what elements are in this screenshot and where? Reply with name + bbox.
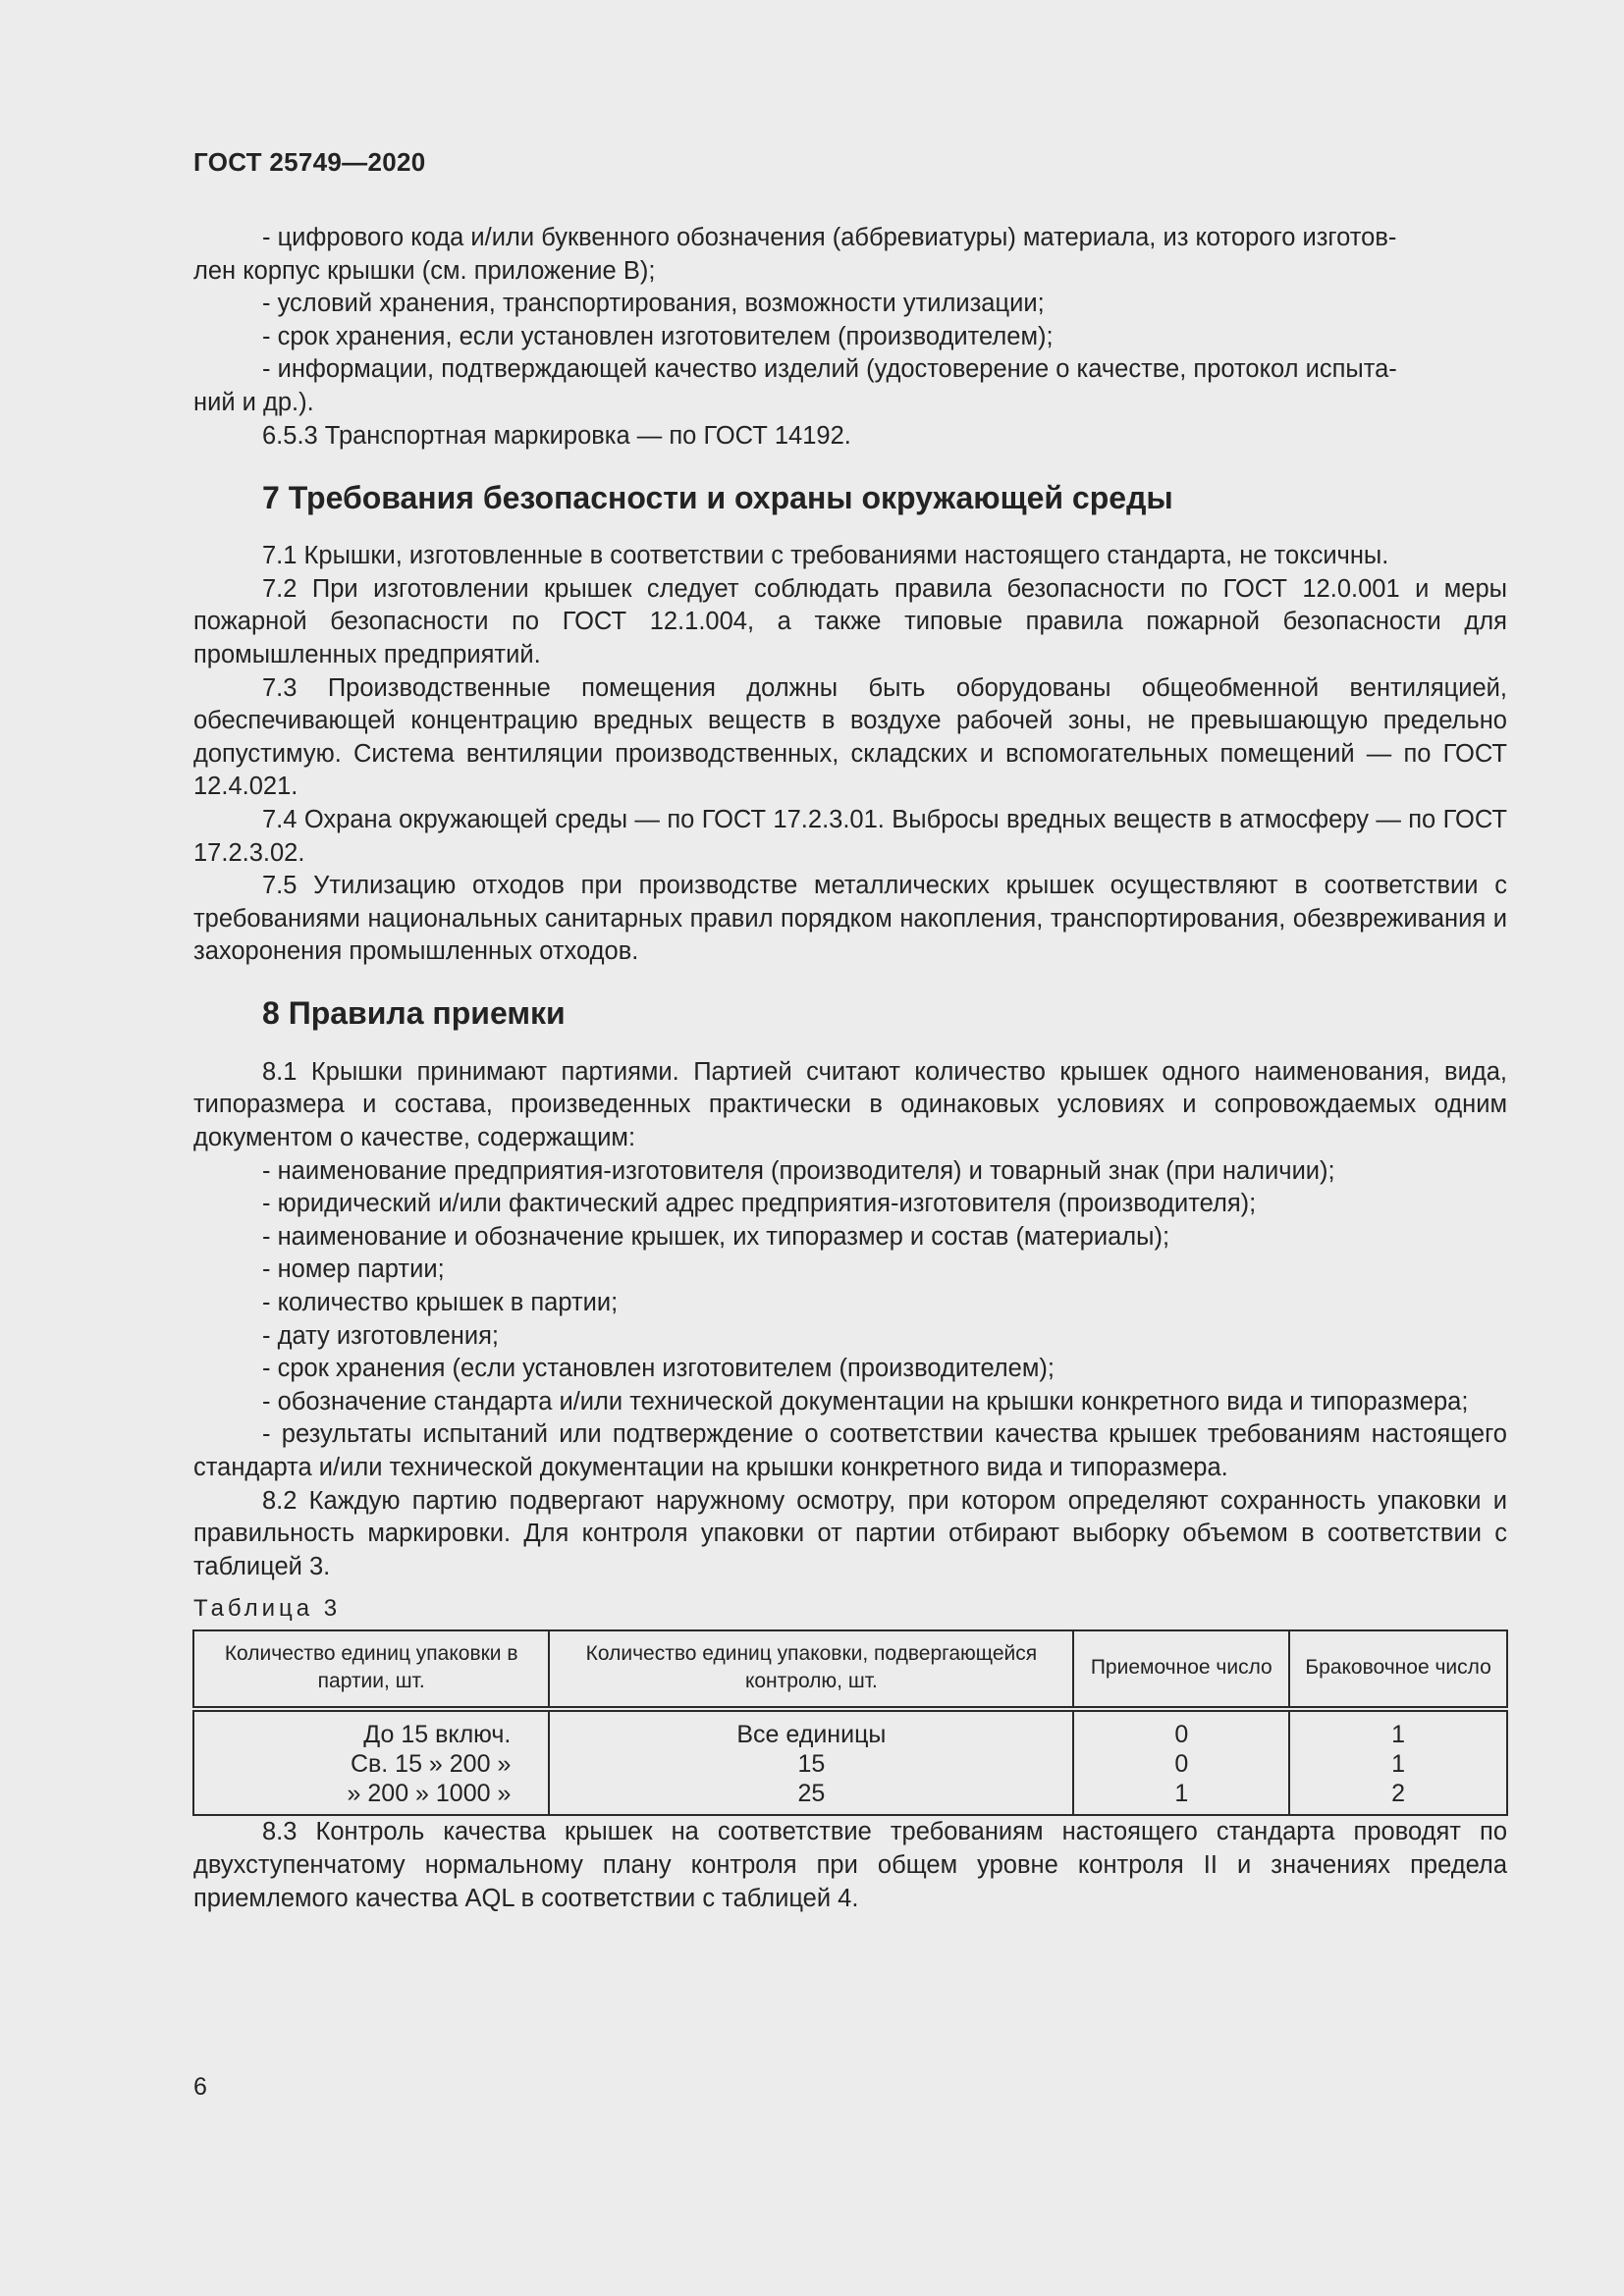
table-cell: 15 bbox=[549, 1749, 1073, 1779]
paragraph-6-5-3: 6.5.3 Транспортная маркировка — по ГОСТ 14192. bbox=[262, 421, 851, 450]
table-cell: Все единицы bbox=[549, 1709, 1073, 1749]
section-7-heading: 7 Требования безопасности и охраны окружающей среды bbox=[262, 480, 1173, 516]
list-item: - количество крышек в партии; bbox=[262, 1289, 619, 1317]
section-8-heading: 8 Правила приемки bbox=[262, 994, 566, 1031]
list-item: - результаты испытаний или подтверждение о соответствии качества крышек требованиям настоящего стандарта и/или технической документации на крышки конкретного вида и типоразмера. bbox=[193, 1420, 1507, 1481]
table-row bbox=[193, 1779, 1507, 1815]
paragraph-7-1: 7.1 Крышки, изготовленные в соответствии с требованиями настоящего стандарта, не токсичны. bbox=[262, 542, 1389, 570]
document-body bbox=[193, 222, 1507, 1915]
table-cell: 1 bbox=[1289, 1749, 1507, 1779]
table-cell: До 15 включ. bbox=[193, 1709, 549, 1749]
list-item: - срок хранения (если установлен изготовителем (производителем); bbox=[262, 1355, 1055, 1383]
list-item: - наименование предприятия-изготовителя (производителя) и товарный знак (при наличии); bbox=[262, 1156, 1335, 1185]
table-row bbox=[193, 1749, 1507, 1779]
list-item-storage-conditions: - условий хранения, транспортирования, возможности утилизации; bbox=[262, 290, 1045, 318]
table-cell: 25 bbox=[549, 1779, 1073, 1815]
list-item-continuation: лен корпус крышки (см. приложение В); bbox=[193, 256, 656, 285]
list-item-material-code bbox=[193, 222, 1507, 255]
column-header-acceptance-number: Приемочное число bbox=[1073, 1630, 1289, 1709]
paragraph-7-4: 7.4 Охрана окружающей среды — по ГОСТ 17.2.3.01. Выбросы вредных веществ в атмосферу — по ГОСТ 17.2.3.02. bbox=[193, 805, 1507, 867]
paragraph-8-3: 8.3 Контроль качества крышек на соответствие требованиям настоящего стандарта проводят по двухступенчатому нормальному плану контроля при общем уровне контроля II и значениях предела приемлемого качества AQL в соответствии с таблицей 4. bbox=[193, 1818, 1507, 1912]
table-header-row bbox=[193, 1630, 1507, 1709]
list-item-quality-info bbox=[193, 353, 1507, 387]
table-cell: » 200 » 1000 » bbox=[193, 1779, 549, 1815]
table-cell: 2 bbox=[1289, 1779, 1507, 1815]
column-header-rejection-number: Браковочное число bbox=[1289, 1630, 1507, 1709]
column-header-lot-size: Количество единиц упаковки в партии, шт. bbox=[193, 1630, 549, 1709]
table-cell: 1 bbox=[1073, 1779, 1289, 1815]
column-header-sample-size: Количество единиц упаковки, подвергающейся контролю, шт. bbox=[549, 1630, 1073, 1709]
paragraph-8-2: 8.2 Каждую партию подвергают наружному осмотру, при котором определяют сохранность упаковки и правильность маркировки. Для контроля упаковки от партии отбирают выборку объемом в соответствии с таблицей 3. bbox=[193, 1486, 1507, 1580]
list-item-shelf-life: - срок хранения, если установлен изготовителем (производителем); bbox=[262, 322, 1054, 350]
document-code-header: ГОСТ 25749—2020 bbox=[193, 147, 426, 177]
list-item-continuation: ний и др.). bbox=[193, 388, 314, 416]
list-item: - номер партии; bbox=[262, 1255, 445, 1284]
list-item: - обозначение стандарта и/или технической документации на крышки конкретного вида и типоразмера; bbox=[262, 1387, 1469, 1415]
table-row bbox=[193, 1709, 1507, 1749]
page-number: 6 bbox=[193, 2073, 207, 2101]
paragraph-7-3: 7.3 Производственные помещения должны быть оборудованы общеобменной вентиляцией, обеспечивающей концентрацию вредных веществ в воздухе рабочей зоны, не превышающую предельно допустимую. Система вентиляции производственных, складских и вспомогательных помещений — по ГОСТ 12.4.021. bbox=[193, 673, 1507, 801]
paragraph-8-1: 8.1 Крышки принимают партиями. Партией считают количество крышек одного наименования, вида, типоразмера и состава, произведенных практически в одинаковых условиях и сопровождаемых одним документом о качестве, содержащим: bbox=[193, 1057, 1507, 1152]
table-cell: 1 bbox=[1289, 1709, 1507, 1749]
list-item: - дату изготовления; bbox=[262, 1321, 499, 1350]
table-cell: Св. 15 » 200 » bbox=[193, 1749, 549, 1779]
table-cell: 0 bbox=[1073, 1709, 1289, 1749]
paragraph-7-2: 7.2 При изготовлении крышек следует соблюдать правила безопасности по ГОСТ 12.0.001 и меры пожарной безопасности по ГОСТ 12.1.004, а также типовые правила пожарной безопасности для промышленных предприятий. bbox=[193, 574, 1507, 668]
table-3 bbox=[192, 1629, 1508, 1816]
list-item-text: - цифрового кода и/или буквенного обозначения (аббревиатуры) материала, из которого изготов- bbox=[262, 224, 1397, 251]
table-cell: 0 bbox=[1073, 1749, 1289, 1779]
list-item-text: - информации, подтверждающей качество изделий (удостоверение о качестве, протокол испыта- bbox=[262, 355, 1397, 384]
table-3-title: Таблица 3 bbox=[193, 1595, 342, 1623]
paragraph-7-5: 7.5 Утилизацию отходов при производстве металлических крышек осуществляют в соответствии с требованиями национальных санитарных правил порядком накопления, транспортирования, обезвреживания и захоронения промышленных отходов. bbox=[193, 872, 1507, 966]
list-item: - наименование и обозначение крышек, их типоразмер и состав (материалы); bbox=[262, 1222, 1170, 1251]
list-item: - юридический и/или фактический адрес предприятия-изготовителя (производителя); bbox=[262, 1190, 1257, 1218]
